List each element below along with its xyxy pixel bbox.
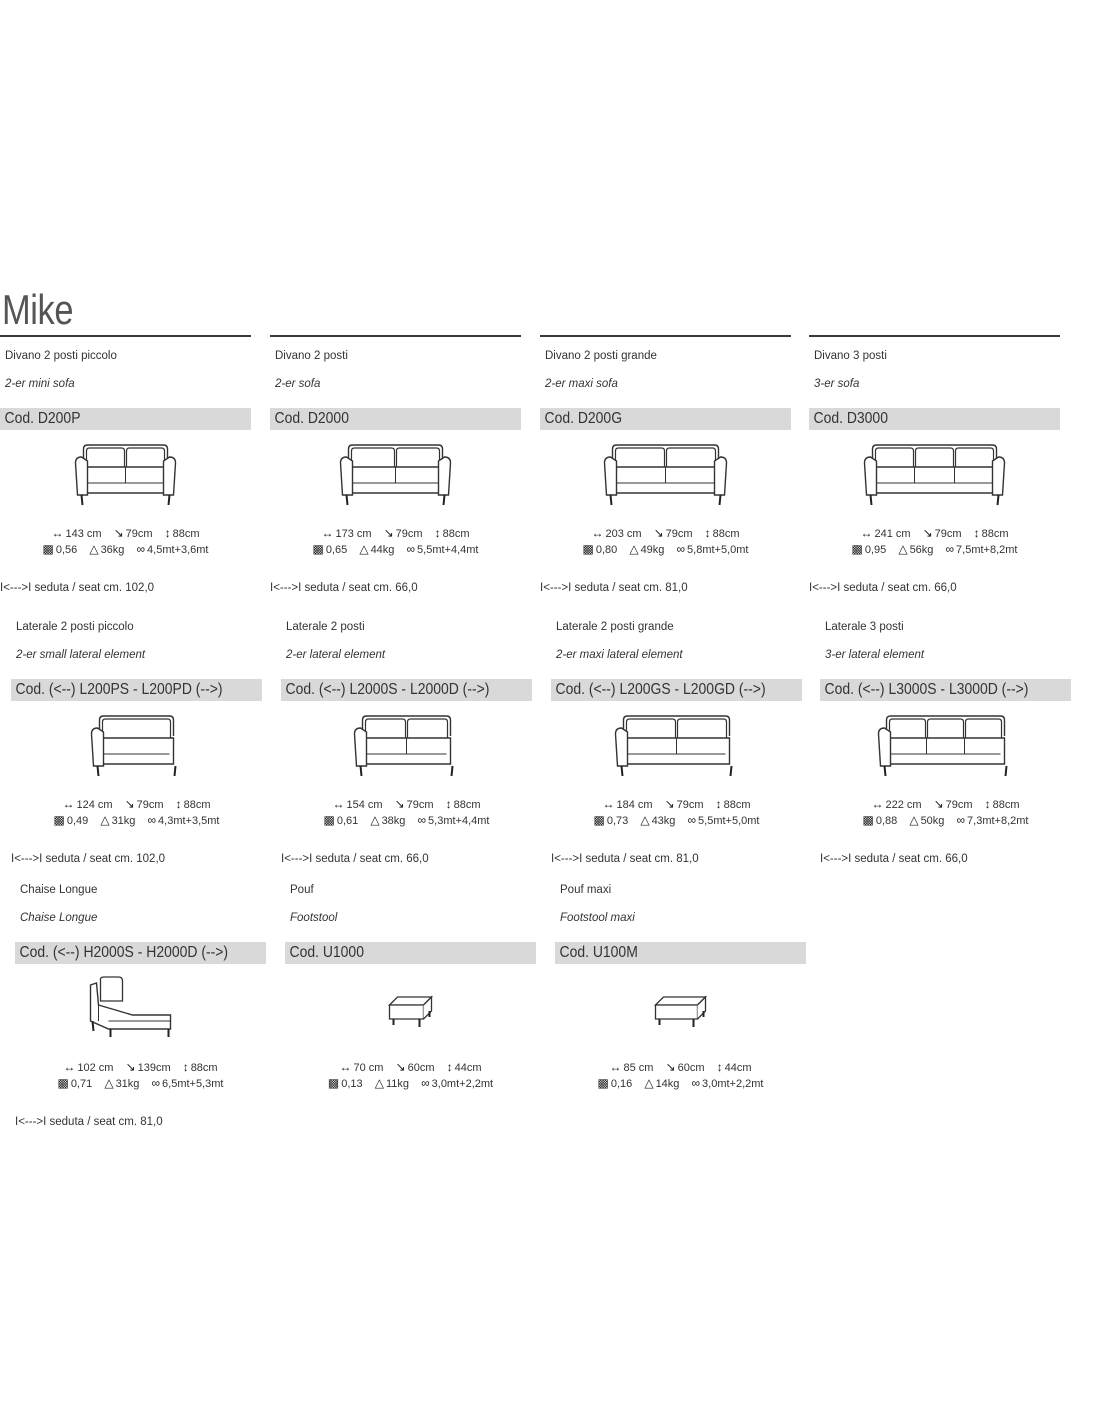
height-value: 88cm	[453, 799, 481, 811]
volume-value: 0,80	[595, 544, 618, 556]
fabric-roll-icon: ∞	[147, 813, 157, 827]
volume-value: 0,13	[341, 1078, 363, 1090]
product-card	[809, 335, 1060, 607]
weight-value: 11kg	[385, 1078, 410, 1090]
weight-icon: △	[629, 542, 639, 556]
fabric-value: 6,5mt+5,3mt	[162, 1078, 224, 1090]
fabric-value: 4,5mt+3,6mt	[147, 544, 209, 556]
product-code-text: Cod. (<--) L2000S - L2000D (-->)	[285, 681, 490, 698]
height-value: 44cm	[454, 1062, 482, 1074]
weight-icon: △	[644, 1076, 654, 1090]
product-card	[540, 335, 791, 607]
specs-row	[551, 813, 802, 827]
specs-row	[540, 542, 791, 556]
depth-value: 79cm	[136, 799, 164, 811]
product-drawing	[270, 437, 521, 517]
product-code-text: Cod. U100M	[559, 944, 638, 961]
weight-value: 56kg	[909, 544, 934, 556]
volume-box-icon: ▩	[593, 813, 605, 827]
product-code-text: Cod. (<--) L200PS - L200PD (-->)	[15, 681, 223, 698]
product-card	[281, 608, 532, 878]
volume-box-icon: ▩	[851, 542, 863, 556]
fabric-value: 5,8mt+5,0mt	[687, 544, 749, 556]
fabric-roll-icon: ∞	[417, 813, 427, 827]
seat-width: I<--->I seduta / seat cm. 81,0	[551, 853, 699, 865]
product-code	[551, 679, 802, 701]
height-arrow-icon: ↕	[716, 1060, 723, 1074]
seat-width: I<--->I seduta / seat cm. 81,0	[540, 582, 688, 594]
product-card	[0, 335, 251, 607]
product-name-it: Divano 2 posti piccolo	[5, 350, 117, 362]
volume-value: 0,95	[864, 544, 887, 556]
height-value: 88cm	[172, 528, 200, 540]
product-name-en: 2-er mini sofa	[5, 378, 75, 390]
width-value: 184 cm	[616, 799, 653, 811]
product-code-text: Cod. D2000	[274, 410, 349, 427]
height-arrow-icon: ↕	[445, 797, 452, 811]
fabric-roll-icon: ∞	[136, 542, 146, 556]
width-value: 241 cm	[874, 528, 911, 540]
product-card	[555, 871, 806, 1141]
specs-row	[820, 813, 1071, 827]
product-code	[0, 408, 251, 430]
volume-box-icon: ▩	[57, 1076, 69, 1090]
specs-row	[15, 1076, 266, 1090]
weight-value: 31kg	[115, 1078, 140, 1090]
fabric-roll-icon: ∞	[676, 542, 686, 556]
depth-value: 79cm	[945, 799, 973, 811]
height-arrow-icon: ↕	[984, 797, 991, 811]
volume-value: 0,61	[336, 815, 359, 827]
volume-box-icon: ▩	[327, 1076, 340, 1090]
seat-width: I<--->I seduta / seat cm. 81,0	[15, 1116, 163, 1128]
height-arrow-icon: ↕	[175, 797, 182, 811]
product-name-en: 3-er lateral element	[825, 649, 925, 661]
width-arrows-icon: ↔	[871, 797, 884, 811]
specs-row	[285, 1076, 536, 1090]
product-name-en: 3-er sofa	[814, 378, 860, 390]
product-code	[540, 408, 791, 430]
product-code	[555, 942, 806, 964]
product-name-it: Divano 2 posti grande	[545, 350, 657, 362]
width-arrows-icon: ↔	[609, 1060, 622, 1074]
weight-icon: △	[104, 1076, 114, 1090]
volume-value: 0,71	[70, 1078, 93, 1090]
product-name-it: Chaise Longue	[20, 884, 98, 896]
product-name-en: 2-er small lateral element	[16, 649, 146, 661]
width-arrows-icon: ↔	[602, 797, 615, 811]
product-name-it: Pouf	[290, 884, 314, 896]
product-drawing	[15, 971, 266, 1051]
width-value: 143 cm	[65, 528, 102, 540]
height-value: 88cm	[723, 799, 751, 811]
dimensions-row	[820, 797, 1071, 811]
fabric-roll-icon: ∞	[687, 813, 697, 827]
width-value: 70 cm	[353, 1062, 384, 1074]
product-code-text: Cod. D3000	[813, 410, 888, 427]
product-code	[15, 942, 266, 964]
fabric-value: 5,5mt+4,4mt	[417, 544, 479, 556]
weight-icon: △	[359, 542, 369, 556]
height-value: 44cm	[724, 1062, 752, 1074]
page-title: Mike	[2, 286, 74, 333]
product-card	[285, 871, 536, 1141]
weight-value: 49kg	[640, 544, 665, 556]
seat-width: I<--->I seduta / seat cm. 66,0	[820, 853, 968, 865]
height-arrow-icon: ↕	[973, 526, 980, 540]
product-drawing	[551, 708, 802, 788]
fabric-value: 5,3mt+4,4mt	[428, 815, 490, 827]
width-value: 154 cm	[346, 799, 383, 811]
dimensions-row	[540, 526, 791, 540]
weight-value: 36kg	[100, 544, 125, 556]
depth-arrow-icon: ↘	[383, 526, 394, 540]
weight-icon: △	[909, 813, 919, 827]
product-card	[11, 608, 262, 878]
fabric-roll-icon: ∞	[421, 1076, 430, 1090]
volume-value: 0,73	[606, 815, 629, 827]
weight-icon: △	[898, 542, 908, 556]
fabric-value: 3,0mt+2,2mt	[702, 1078, 764, 1090]
dimensions-row	[11, 797, 262, 811]
product-name-en: 2-er maxi lateral element	[556, 649, 683, 661]
volume-value: 0,88	[875, 815, 898, 827]
product-card	[820, 608, 1071, 878]
product-code-text: Cod. (<--) H2000S - H2000D (-->)	[19, 944, 229, 961]
volume-value: 0,49	[66, 815, 89, 827]
height-value: 88cm	[981, 528, 1009, 540]
volume-box-icon: ▩	[582, 542, 594, 556]
height-arrow-icon: ↕	[164, 526, 171, 540]
width-value: 203 cm	[605, 528, 642, 540]
dimensions-row	[281, 797, 532, 811]
specs-row	[281, 813, 532, 827]
volume-value: 0,16	[610, 1078, 633, 1090]
depth-arrow-icon: ↘	[665, 1060, 676, 1074]
seat-width: I<--->I seduta / seat cm. 66,0	[281, 853, 429, 865]
width-arrows-icon: ↔	[591, 526, 604, 540]
product-name-it: Divano 2 posti	[275, 350, 348, 362]
weight-icon: △	[374, 1076, 384, 1090]
product-drawing	[820, 708, 1071, 788]
dimensions-row	[0, 526, 251, 540]
width-value: 124 cm	[76, 799, 113, 811]
volume-box-icon: ▩	[323, 813, 335, 827]
product-drawing	[285, 971, 536, 1051]
depth-value: 139cm	[137, 1062, 171, 1074]
height-value: 88cm	[992, 799, 1020, 811]
product-code	[281, 679, 532, 701]
product-name-en: Footstool maxi	[560, 912, 635, 924]
depth-arrow-icon: ↘	[933, 797, 944, 811]
product-drawing	[555, 971, 806, 1051]
volume-box-icon: ▩	[53, 813, 65, 827]
specs-row	[11, 813, 262, 827]
height-value: 88cm	[183, 799, 211, 811]
fabric-value: 4,3mt+3,5mt	[158, 815, 220, 827]
fabric-value: 5,5mt+5,0mt	[698, 815, 760, 827]
specs-row	[270, 542, 521, 556]
weight-value: 14kg	[655, 1078, 680, 1090]
height-value: 88cm	[712, 528, 740, 540]
dimensions-row	[551, 797, 802, 811]
product-code	[820, 679, 1071, 701]
volume-box-icon: ▩	[312, 542, 324, 556]
seat-width: I<--->I seduta / seat cm. 66,0	[270, 582, 418, 594]
depth-value: 79cm	[676, 799, 704, 811]
depth-value: 79cm	[665, 528, 693, 540]
depth-arrow-icon: ↘	[394, 797, 405, 811]
height-arrow-icon: ↕	[704, 526, 711, 540]
width-value: 102 cm	[77, 1062, 114, 1074]
depth-value: 79cm	[934, 528, 962, 540]
volume-box-icon: ▩	[862, 813, 874, 827]
product-code-text: Cod. D200P	[4, 410, 81, 427]
depth-arrow-icon: ↘	[124, 797, 135, 811]
product-name-it: Pouf maxi	[560, 884, 612, 896]
width-arrows-icon: ↔	[62, 797, 75, 811]
product-card	[15, 871, 266, 1141]
fabric-value: 7,3mt+8,2mt	[967, 815, 1029, 827]
depth-value: 79cm	[125, 528, 153, 540]
width-value: 222 cm	[885, 799, 922, 811]
weight-value: 44kg	[370, 544, 395, 556]
width-arrows-icon: ↔	[332, 797, 345, 811]
product-name-en: 2-er sofa	[275, 378, 321, 390]
product-code-text: Cod. D200G	[544, 410, 623, 427]
product-code-text: Cod. (<--) L200GS - L200GD (-->)	[555, 681, 766, 698]
seat-width: I<--->I seduta / seat cm. 102,0	[11, 853, 166, 865]
height-arrow-icon: ↕	[446, 1060, 453, 1074]
fabric-roll-icon: ∞	[151, 1076, 161, 1090]
product-name-it: Laterale 2 posti	[286, 621, 365, 633]
dimensions-row	[555, 1060, 806, 1074]
volume-box-icon: ▩	[597, 1076, 609, 1090]
product-name-en: 2-er maxi sofa	[545, 378, 618, 390]
width-arrows-icon: ↔	[51, 526, 64, 540]
fabric-roll-icon: ∞	[956, 813, 966, 827]
depth-arrow-icon: ↘	[113, 526, 124, 540]
dimensions-row	[15, 1060, 266, 1074]
product-code	[270, 408, 521, 430]
depth-arrow-icon: ↘	[125, 1060, 136, 1074]
product-drawing	[0, 437, 251, 517]
dimensions-row	[809, 526, 1060, 540]
product-drawing	[809, 437, 1060, 517]
product-code	[809, 408, 1060, 430]
product-drawing	[281, 708, 532, 788]
product-card	[551, 608, 802, 878]
fabric-value: 3,0mt+2,2mt	[431, 1078, 494, 1090]
weight-value: 31kg	[111, 815, 136, 827]
depth-value: 60cm	[677, 1062, 705, 1074]
product-name-it: Laterale 2 posti grande	[556, 621, 674, 633]
weight-icon: △	[100, 813, 110, 827]
width-arrows-icon: ↔	[321, 526, 334, 540]
seat-width: I<--->I seduta / seat cm. 66,0	[809, 582, 957, 594]
product-code	[11, 679, 262, 701]
specs-row	[0, 542, 251, 556]
specs-row	[555, 1076, 806, 1090]
product-name-en: Footstool	[290, 912, 338, 924]
product-code-text: Cod. (<--) L3000S - L3000D (-->)	[824, 681, 1029, 698]
depth-arrow-icon: ↘	[664, 797, 675, 811]
dimensions-row	[270, 526, 521, 540]
depth-arrow-icon: ↘	[395, 1060, 406, 1074]
dimensions-row	[285, 1060, 536, 1074]
product-name-it: Laterale 2 posti piccolo	[16, 621, 134, 633]
product-drawing	[11, 708, 262, 788]
height-value: 88cm	[442, 528, 470, 540]
weight-value: 50kg	[920, 815, 945, 827]
volume-value: 0,56	[55, 544, 78, 556]
height-value: 88cm	[190, 1062, 218, 1074]
fabric-roll-icon: ∞	[945, 542, 955, 556]
fabric-roll-icon: ∞	[406, 542, 416, 556]
fabric-roll-icon: ∞	[691, 1076, 701, 1090]
depth-arrow-icon: ↘	[922, 526, 933, 540]
height-arrow-icon: ↕	[182, 1060, 189, 1074]
seat-width: I<--->I seduta / seat cm. 102,0	[0, 582, 155, 594]
weight-icon: △	[89, 542, 99, 556]
product-name-en: 2-er lateral element	[286, 649, 386, 661]
depth-arrow-icon: ↘	[653, 526, 664, 540]
product-drawing	[540, 437, 791, 517]
width-arrows-icon: ↔	[339, 1060, 352, 1074]
width-value: 173 cm	[335, 528, 372, 540]
specs-row	[809, 542, 1060, 556]
depth-value: 79cm	[395, 528, 423, 540]
depth-value: 60cm	[407, 1062, 435, 1074]
width-arrows-icon: ↔	[63, 1060, 76, 1074]
product-name-en: Chaise Longue	[20, 912, 98, 924]
product-name-it: Laterale 3 posti	[825, 621, 904, 633]
product-card	[270, 335, 521, 607]
weight-icon: △	[370, 813, 380, 827]
product-code-text: Cod. U1000	[289, 944, 364, 961]
product-name-it: Divano 3 posti	[814, 350, 887, 362]
weight-value: 43kg	[651, 815, 676, 827]
volume-value: 0,65	[325, 544, 348, 556]
width-arrows-icon: ↔	[860, 526, 873, 540]
weight-value: 38kg	[381, 815, 406, 827]
fabric-value: 7,5mt+8,2mt	[956, 544, 1018, 556]
height-arrow-icon: ↕	[434, 526, 441, 540]
height-arrow-icon: ↕	[715, 797, 722, 811]
depth-value: 79cm	[406, 799, 434, 811]
width-value: 85 cm	[623, 1062, 654, 1074]
weight-icon: △	[640, 813, 650, 827]
product-code	[285, 942, 536, 964]
volume-box-icon: ▩	[42, 542, 54, 556]
